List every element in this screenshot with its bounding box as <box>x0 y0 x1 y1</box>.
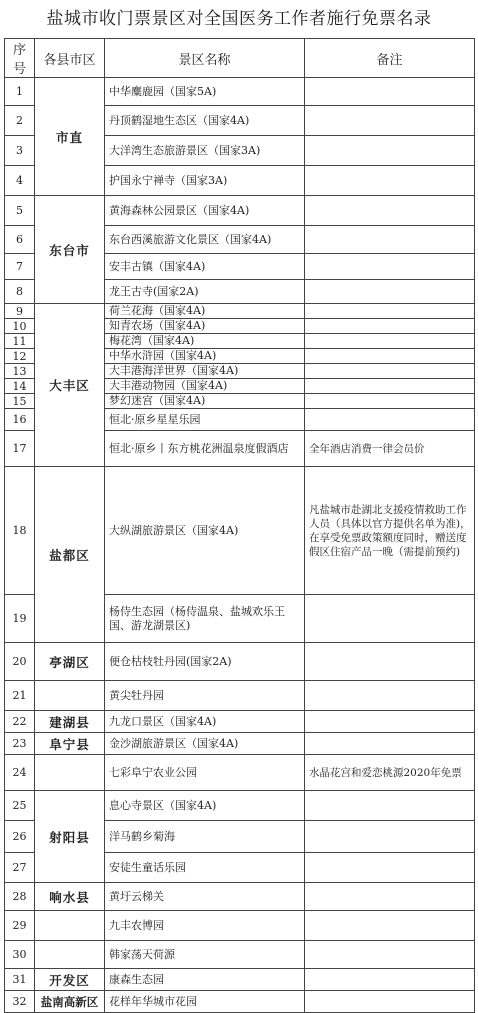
table-row <box>5 643 475 681</box>
row-number: 3 <box>5 136 35 166</box>
table-row <box>5 711 475 733</box>
note-cell <box>305 643 475 681</box>
row-number: 6 <box>5 226 35 254</box>
row-number: 2 <box>5 106 35 136</box>
row-number: 31 <box>5 969 35 991</box>
row-number: 23 <box>5 733 35 755</box>
note-cell <box>305 969 475 991</box>
district-cell: 盐南高新区 <box>35 991 105 1013</box>
scenic-name: 杨侍生态园（杨侍温泉、盐城欢乐王国、游龙湖景区) <box>105 595 305 643</box>
row-number: 9 <box>5 304 35 319</box>
table-row <box>5 791 475 821</box>
scenic-name: 恒北·原乡丨东方桃花洲温泉度假酒店 <box>105 431 305 467</box>
scenic-name: 大纵湖旅游景区（国家4A) <box>105 467 305 595</box>
scenic-name: 梦幻迷宫（国家4A) <box>105 394 305 409</box>
row-number: 32 <box>5 991 35 1013</box>
table-row <box>5 941 475 969</box>
note-cell <box>305 595 475 643</box>
note-cell <box>305 106 475 136</box>
row-number: 5 <box>5 196 35 226</box>
row-number: 8 <box>5 280 35 304</box>
scenic-name: 息心寺景区（国家4A) <box>105 791 305 821</box>
note-cell <box>305 379 475 394</box>
scenic-name: 黄尖牡丹园 <box>105 681 305 711</box>
scenic-name: 中华麋鹿园（国家5A) <box>105 78 305 106</box>
note-cell <box>305 991 475 1013</box>
table-row <box>5 681 475 711</box>
scenic-name: 护国永宁禅寺（国家3A) <box>105 166 305 196</box>
scenic-name: 恒北·原乡星星乐园 <box>105 409 305 431</box>
row-number: 18 <box>5 467 35 595</box>
note-cell <box>305 254 475 280</box>
note-cell <box>305 394 475 409</box>
header-row <box>5 39 475 78</box>
district-cell: 大丰区 <box>35 304 105 467</box>
scenic-name: 东台西溪旅游文化景区（国家4A) <box>105 226 305 254</box>
district-cell: 响水县 <box>35 883 105 911</box>
row-number: 25 <box>5 791 35 821</box>
note-cell <box>305 883 475 911</box>
row-number: 10 <box>5 319 35 334</box>
note-cell <box>305 791 475 821</box>
table-row <box>5 755 475 791</box>
district-cell: 射阳县 <box>35 791 105 883</box>
table-row <box>5 733 475 755</box>
table-row <box>5 304 475 319</box>
note-cell <box>305 853 475 883</box>
district-cell-empty <box>35 681 105 711</box>
scenic-name: 知青农场（国家4A) <box>105 319 305 334</box>
note-cell <box>305 349 475 364</box>
row-number: 19 <box>5 595 35 643</box>
note-cell <box>305 364 475 379</box>
scenic-name: 黄圩云梯关 <box>105 883 305 911</box>
note-cell <box>305 136 475 166</box>
row-number: 11 <box>5 334 35 349</box>
district-cell-empty <box>35 755 105 791</box>
district-cell-empty <box>35 911 105 941</box>
row-number: 13 <box>5 364 35 379</box>
table-row <box>5 969 475 991</box>
district-cell: 市直 <box>35 78 105 196</box>
scenic-name: 梅花湾（国家4A) <box>105 334 305 349</box>
district-cell-empty <box>35 941 105 969</box>
district-cell: 东台市 <box>35 196 105 304</box>
note-cell <box>305 409 475 431</box>
district-cell: 开发区 <box>35 969 105 991</box>
district-cell: 阜宁县 <box>35 733 105 755</box>
page-title: 盐城市收门票景区对全国医务工作者施行免票名录 <box>46 9 432 29</box>
scenic-name: 安丰古镇（国家4A) <box>105 254 305 280</box>
row-number: 21 <box>5 681 35 711</box>
note-cell <box>305 334 475 349</box>
header-district: 各县市区 <box>35 39 105 78</box>
scenic-name: 康森生态园 <box>105 969 305 991</box>
row-number: 12 <box>5 349 35 364</box>
note-cell <box>305 821 475 853</box>
scenic-name: 九丰农博园 <box>105 911 305 941</box>
row-number: 28 <box>5 883 35 911</box>
table-row <box>5 991 475 1013</box>
note-cell <box>305 711 475 733</box>
note-cell: 凡盐城市赴湖北支援疫情救助工作人员（具体以官方提供名单为准)，在享受免票政策额度同时，赠送度假区住宿产品一晚（需提前预约) <box>305 467 475 595</box>
header-scenic: 景区名称 <box>105 39 305 78</box>
note-cell <box>305 733 475 755</box>
scenic-name: 七彩阜宁农业公园 <box>105 755 305 791</box>
scenic-name: 大洋湾生态旅游景区（国家3A) <box>105 136 305 166</box>
district-cell: 建湖县 <box>35 711 105 733</box>
header-note: 备注 <box>305 39 475 78</box>
note-cell <box>305 166 475 196</box>
scenic-name: 中华水浒园（国家4A) <box>105 349 305 364</box>
row-number: 14 <box>5 379 35 394</box>
row-number: 27 <box>5 853 35 883</box>
scenic-name: 花样年华城市花园 <box>105 991 305 1013</box>
row-number: 20 <box>5 643 35 681</box>
scenic-name: 九龙口景区（国家4A) <box>105 711 305 733</box>
scenic-name: 大丰港海洋世界（国家4A) <box>105 364 305 379</box>
scenic-name: 大丰港动物园（国家4A) <box>105 379 305 394</box>
note-cell <box>305 681 475 711</box>
row-number: 22 <box>5 711 35 733</box>
table-row <box>5 78 475 106</box>
row-number: 4 <box>5 166 35 196</box>
scenic-name: 洋马鹤乡菊海 <box>105 821 305 853</box>
row-number: 1 <box>5 78 35 106</box>
note-cell <box>305 226 475 254</box>
note-cell <box>305 78 475 106</box>
table-row <box>5 911 475 941</box>
row-number: 30 <box>5 941 35 969</box>
scenic-name: 韩家荡天荷源 <box>105 941 305 969</box>
note-cell: 水晶花宫和爱恋桃源2020年免票 <box>305 755 475 791</box>
scenic-name: 金沙湖旅游景区（国家4A) <box>105 733 305 755</box>
row-number: 26 <box>5 821 35 853</box>
scenic-name: 黄海森林公园景区（国家4A) <box>105 196 305 226</box>
row-number: 15 <box>5 394 35 409</box>
header-no: 序号 <box>5 39 35 78</box>
note-cell <box>305 196 475 226</box>
table-row <box>5 883 475 911</box>
district-cell: 亭湖区 <box>35 643 105 681</box>
note-cell <box>305 319 475 334</box>
district-cell: 盐都区 <box>35 467 105 643</box>
note-cell <box>305 280 475 304</box>
row-number: 16 <box>5 409 35 431</box>
row-number: 29 <box>5 911 35 941</box>
table-row <box>5 196 475 226</box>
row-number: 24 <box>5 755 35 791</box>
note-cell <box>305 941 475 969</box>
scenic-table <box>4 38 475 1013</box>
row-number: 17 <box>5 431 35 467</box>
scenic-name: 便仓枯枝牡丹园(国家2A) <box>105 643 305 681</box>
scenic-name: 安徒生童话乐园 <box>105 853 305 883</box>
scenic-name: 龙王古寺(国家2A) <box>105 280 305 304</box>
table-row <box>5 467 475 595</box>
note-cell <box>305 304 475 319</box>
scenic-name: 荷兰花海（国家4A) <box>105 304 305 319</box>
scenic-name: 丹顶鹤湿地生态区（国家4A) <box>105 106 305 136</box>
row-number: 7 <box>5 254 35 280</box>
note-cell: 全年酒店消费一律会员价 <box>305 431 475 467</box>
note-cell <box>305 911 475 941</box>
